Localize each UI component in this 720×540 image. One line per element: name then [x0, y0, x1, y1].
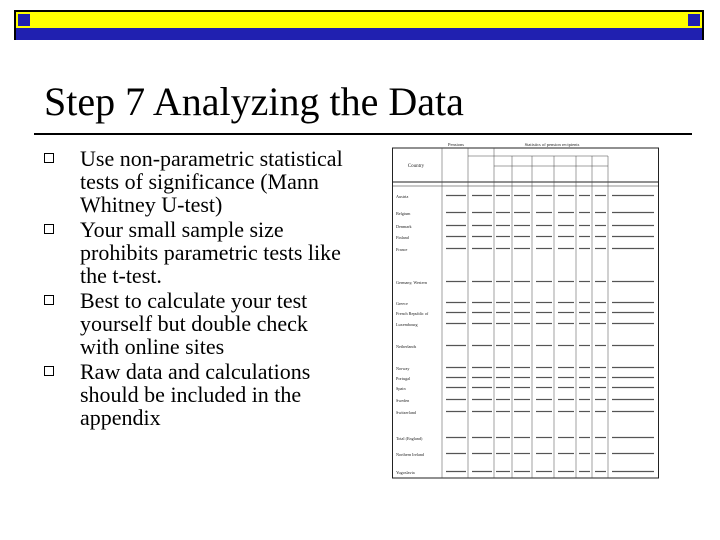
table-row-label: Northern Ireland	[396, 452, 425, 457]
table-row-label: Netherlands	[396, 344, 417, 349]
bullet-item	[44, 360, 344, 429]
bullet-item	[44, 218, 344, 287]
table-header-pensions: Pensions	[447, 142, 465, 147]
square-bullet-icon	[44, 295, 54, 305]
statistics-table-image	[392, 140, 660, 480]
square-bullet-icon	[44, 224, 54, 234]
bullet-text: Use non-parametric statistical tests of significance (Mann Whitney U-test)	[80, 146, 343, 217]
bullet-item	[44, 147, 344, 216]
bullet-text: Best to calculate your test yourself but double check with online sites	[80, 288, 308, 359]
table-row-label: Germany, Western	[396, 280, 427, 285]
table-row-label: French Republic of	[396, 311, 429, 316]
table-row-label: Luxembourg	[396, 322, 418, 327]
decorative-corner-square-left	[18, 14, 30, 26]
title-divider	[34, 133, 692, 135]
bullet-text: Raw data and calculations should be included in the appendix	[80, 359, 311, 430]
slide-title: Step 7 Analyzing the Data	[44, 79, 464, 124]
table-row-label: France	[396, 247, 408, 252]
table-header-statistics: Statistics of pension recipients	[524, 142, 580, 147]
decorative-corner-square-right	[688, 14, 700, 26]
bullet-item	[44, 289, 344, 358]
bullet-text: Your small sample size prohibits parametric tests like the t-test.	[80, 217, 341, 288]
table-row-label: Denmark	[396, 224, 412, 229]
table-row-label: Total (England)	[396, 436, 423, 441]
table-row-label: Yugoslavia	[396, 470, 415, 475]
table-row-label: Switzerland	[396, 410, 417, 415]
table-row-label: Portugal	[396, 376, 411, 381]
table-row-label: Austria	[396, 194, 409, 199]
table-row-label: Finland	[396, 235, 409, 240]
decorative-top-bar	[14, 10, 704, 40]
square-bullet-icon	[44, 366, 54, 376]
table-row-label: Spain	[396, 386, 406, 391]
square-bullet-icon	[44, 153, 54, 163]
table-row-label: Greece	[396, 301, 408, 306]
table-row-label: Norway	[396, 366, 410, 371]
table-header-country: Country	[407, 164, 425, 169]
table-row-label: Belgium	[396, 211, 411, 216]
decorative-navy-stripe	[16, 28, 702, 40]
table-row-label: Sweden	[396, 398, 410, 403]
bullet-list	[44, 147, 344, 431]
